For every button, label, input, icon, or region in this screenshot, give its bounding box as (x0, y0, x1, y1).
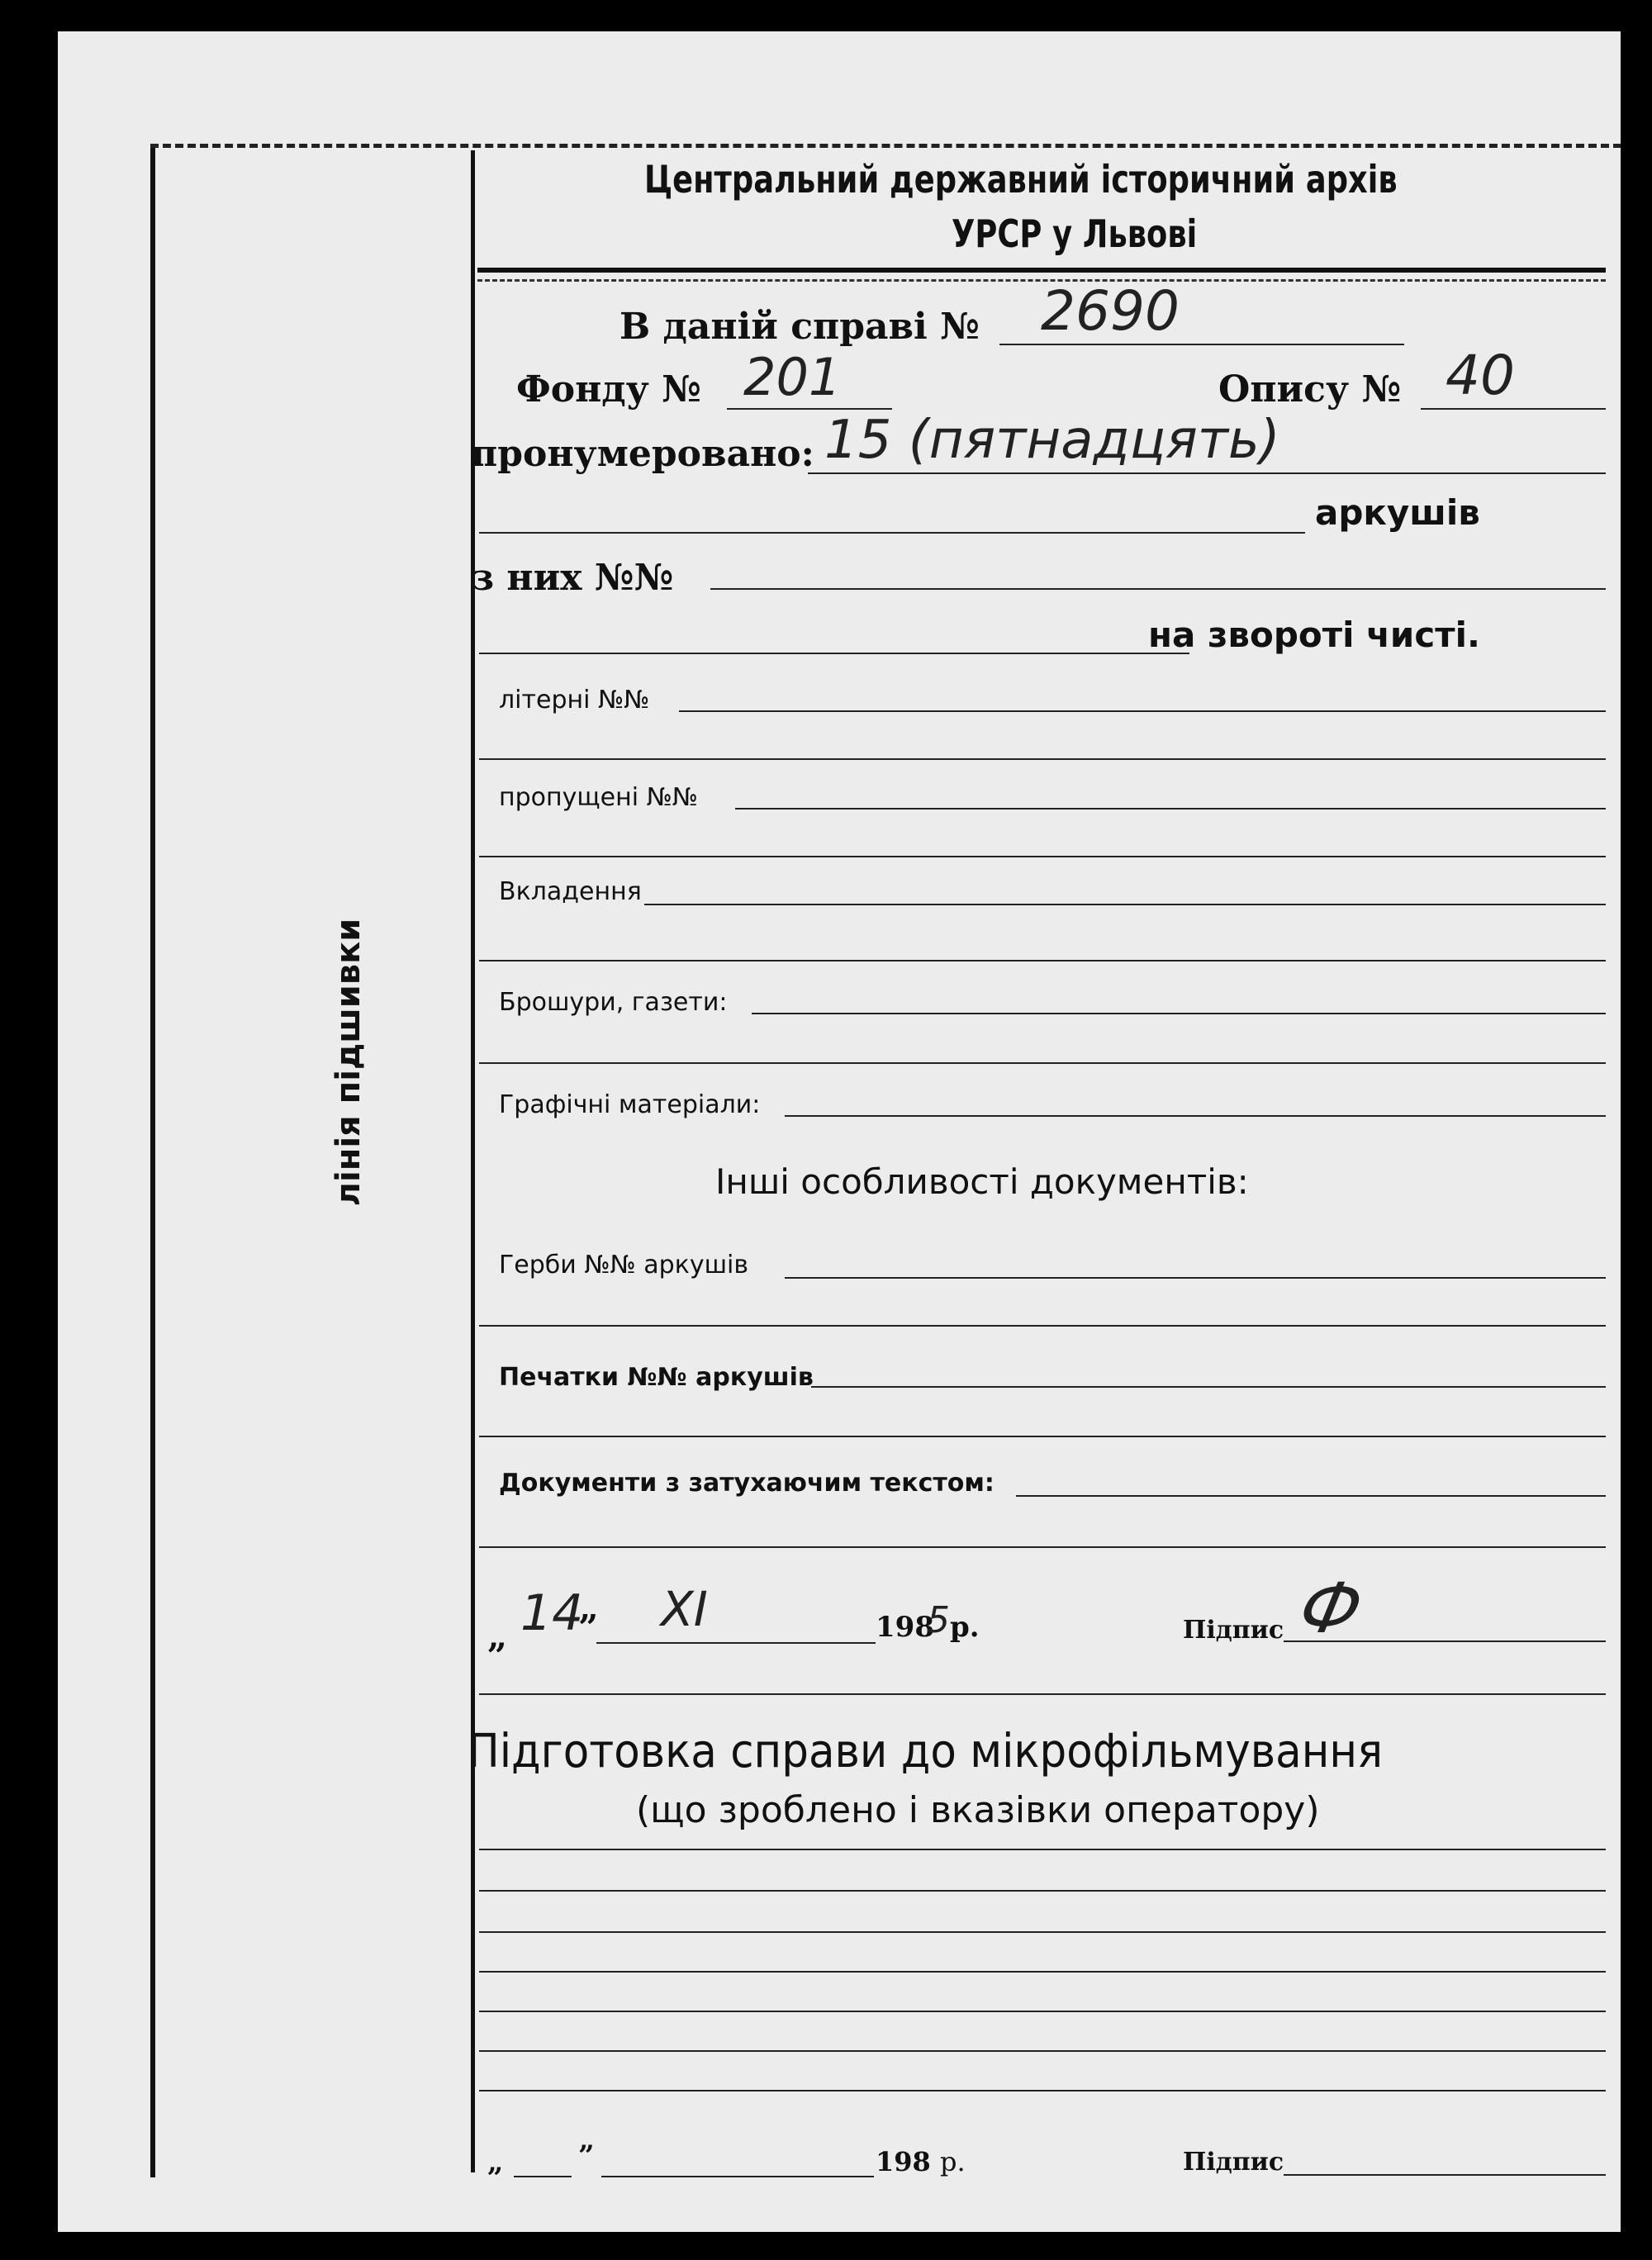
numbered-line (808, 472, 1606, 474)
of-them-line (710, 588, 1606, 590)
archive-form-sheet (58, 31, 1621, 2232)
numbered-label: пронумеровано: (471, 433, 814, 475)
date2-close-quote: ” (578, 2139, 595, 2172)
date2-year: 198 (876, 2146, 931, 2177)
opys-value: 40 (1446, 344, 1515, 407)
graphics-label: Графічні матеріали: (499, 1090, 761, 1119)
microfilm-line-5 (479, 2011, 1606, 2012)
fond-value: 201 (743, 347, 842, 407)
microfilm-line-7 (479, 2090, 1606, 2091)
microfilm-line-3 (479, 1931, 1606, 1933)
archive-name-line2: УРСР у Львові (952, 211, 1198, 256)
date1-year: 198 (876, 1611, 934, 1644)
sheets-label: аркушів (1315, 492, 1480, 533)
seals-line (811, 1386, 1606, 1388)
seals-label: Печатки №№ аркушів (499, 1363, 814, 1392)
date2-year-end: р. (940, 2146, 966, 2177)
date2-signature-label: Підпис (1183, 2148, 1284, 2177)
inserts-line (644, 904, 1606, 905)
brochures-line (752, 1013, 1606, 1014)
coats-line-2 (479, 1325, 1606, 1327)
date2-day-line (514, 2176, 572, 2177)
date1-year-end: р. (950, 1611, 980, 1644)
case-number-label: В даній справі № (620, 306, 980, 348)
other-features-heading: Інші особливості документів: (715, 1161, 1249, 1202)
of-them-line-2 (479, 653, 1189, 654)
binding-line-label: лінія підшивки (330, 918, 368, 1207)
opys-label: Опису № (1218, 368, 1402, 411)
microfilm-subtitle: (що зроблено і вказівки оператору) (636, 1789, 1320, 1831)
date1-open-quote: „ (487, 1616, 508, 1656)
archive-name-line1: Центральний державний історичний архів (644, 157, 1398, 202)
microfilm-title: Підготовка справи до мікрофільмування (468, 1725, 1384, 1778)
case-number-line (999, 344, 1404, 345)
microfilm-line-2 (479, 1890, 1606, 1892)
inserts-line-2 (479, 960, 1606, 961)
numbered-value: 15 (пятнадцять) (824, 410, 1280, 471)
inserts-label: Вкладення (499, 877, 642, 906)
numbered-line-2 (479, 532, 1305, 534)
date1-line-2 (479, 1693, 1606, 1695)
blank-back-label: на звороті чисті. (1148, 615, 1480, 655)
brochures-label: Брошури, газети: (499, 988, 728, 1017)
header-rule (477, 268, 1606, 273)
literal-line-2 (479, 758, 1606, 760)
microfilm-line-4 (479, 1971, 1606, 1973)
case-number-value: 2690 (1041, 279, 1180, 343)
graphics-line (785, 1115, 1606, 1117)
fond-label: Фонду № (516, 368, 701, 411)
skipped-line-2 (479, 856, 1606, 857)
date1-signature: Ф (1292, 1568, 1370, 1649)
date2-signature-line (1284, 2174, 1606, 2176)
date1-month-line (596, 1642, 876, 1644)
date1-signature-label: Підпис (1183, 1616, 1284, 1645)
coats-line (785, 1277, 1606, 1279)
of-them-label: з них №№ (471, 557, 674, 599)
opys-line (1421, 408, 1606, 410)
literal-line (679, 710, 1606, 712)
date1-month: XI (661, 1581, 708, 1637)
binding-border-left (150, 145, 155, 2177)
fading-label: Документи з затухаючим текстом: (499, 1469, 995, 1498)
skipped-line (735, 808, 1606, 810)
microfilm-line-6 (479, 2050, 1606, 2052)
date2-month-line (601, 2176, 874, 2177)
date1-day: 14 (520, 1584, 584, 1642)
coats-label: Герби №№ аркушів (499, 1251, 749, 1280)
binding-border-top (150, 144, 1621, 148)
date2-open-quote: „ (487, 2146, 504, 2179)
skipped-label: пропущені №№ (499, 783, 698, 812)
literal-label: літерні №№ (499, 686, 650, 715)
microfilm-line-1 (479, 1849, 1606, 1850)
fading-line (1016, 1495, 1606, 1497)
fading-line-2 (479, 1546, 1606, 1548)
brochures-line-2 (479, 1062, 1606, 1064)
date1-close-quote: ” (578, 1607, 599, 1648)
seals-line-2 (479, 1436, 1606, 1437)
date1-year-suffix: 5 (927, 1599, 950, 1641)
